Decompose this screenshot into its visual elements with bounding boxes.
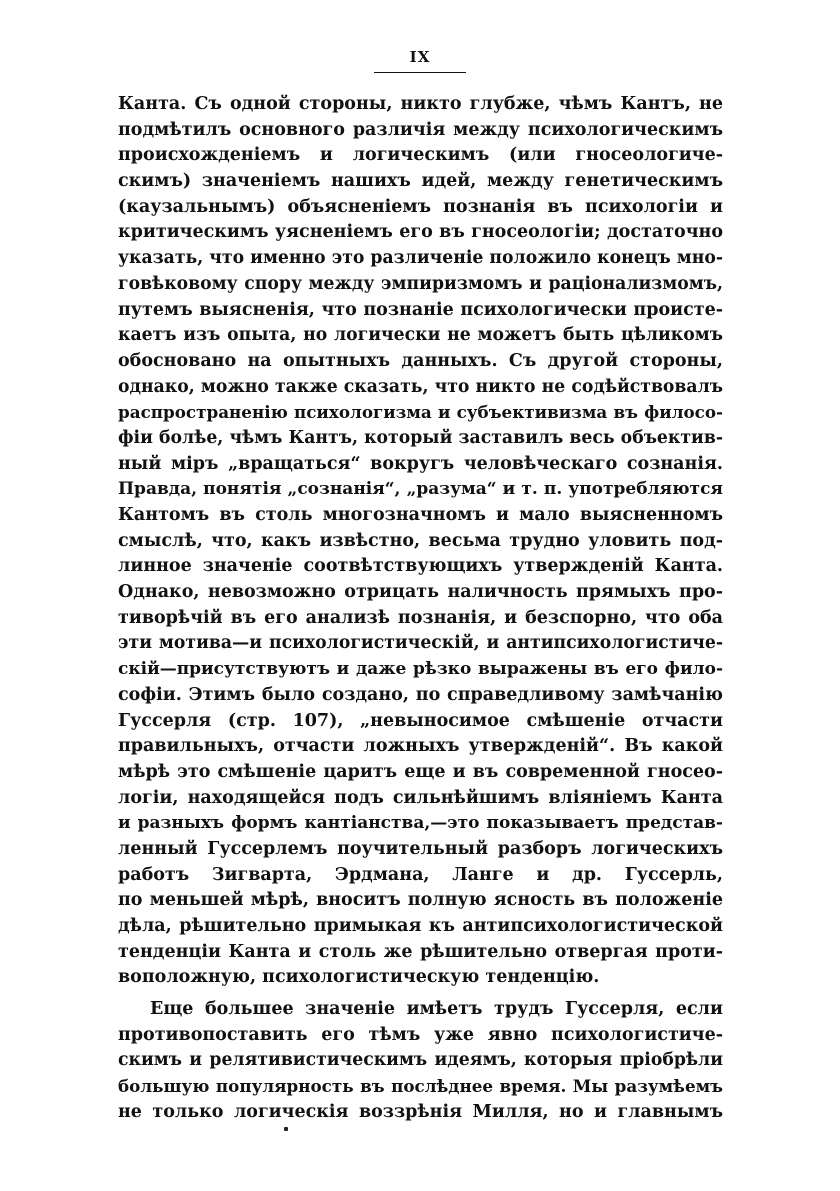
text-line: происхожденіемъ и логическимъ (или гносеологиче- [118,145,723,166]
print-speck [284,1127,288,1131]
text-line: Правда, понятія „сознанія“, „разума“ и т. п. употребляются [118,479,723,500]
text-line: говѣковому спору между эмпиризмомъ и раціонализмомъ, [118,273,723,294]
text-line: воположную, психологистическую тенденцію. [118,967,600,988]
text-line: тиворѣчій въ его анализѣ познанія, и безспорно, что оба [118,607,723,628]
text-line: мѣрѣ это смѣшеніе царитъ еще и въ современной гносео- [118,761,723,782]
text-line: путемъ выясненія, что познаніе психологически проистe- [118,299,723,320]
paragraph-1 [118,92,723,991]
text-line: ный міръ „вращаться“ вокругъ человѣческаго сознанія. [118,453,723,474]
text-line: подмѣтилъ основного различія между психологическимъ [118,119,723,140]
page-number: IX [409,48,431,66]
text-line: обосновано на опытныхъ данныхъ. Съ другой стороны, [118,350,723,371]
text-line: распространенію психологизма и субъективизма въ филосо- [118,402,723,423]
text-line: дѣла, рѣшительно примыкая къ антипсихологистической [118,916,723,936]
header-rule [374,72,466,73]
text-line: по меньшей мѣрѣ, вноситъ полную ясность въ положеніе [118,890,723,911]
text-line: каетъ изъ опыта, но логически не можетъ быть цѣликомъ [118,325,723,346]
text-line: не только логическія воззрѣнія Милля, но и главнымъ [118,1101,723,1122]
text-line: скій—присутствуютъ и даже рѣзко выражены въ его фило- [118,659,723,680]
text-line: фіи болѣе, чѣмъ Кантъ, который заставилъ весь объектив- [118,427,723,448]
text-line: указать, что именно это различеніе положило конецъ мно- [118,248,723,269]
body-text [118,92,723,1126]
text-line: работъ Зигварта, Эрдмана, Ланге и др. Гуссерль, [118,864,723,885]
text-line: скимъ и релятивистическимъ идеямъ, которыя пріобрѣли [118,1050,723,1071]
text-line: противопоставить его тѣмъ уже явно психологистиче- [118,1024,723,1045]
text-line: Гуссерля (стр. 107), „невыносимое смѣшеніе отчасти [118,710,723,731]
text-line: ленный Гуссерлемъ поучительный разборъ логическихъ [118,838,723,859]
text-line: большую популярность въ послѣднее время. Мы разумѣемъ [118,1076,723,1097]
text-line: (каузальнымъ) объясненіемъ познанія въ психологіи и [118,196,723,217]
text-line: Однако, невозможно отрицать наличность прямыхъ про- [118,582,723,603]
text-line: Канта. Съ одной стороны, никто глубже, чѣмъ Кантъ, не [118,94,723,114]
text-line: правильныхъ, отчасти ложныхъ утвержденій“. Въ какой [118,736,723,757]
text-line: тенденціи Канта и столь же рѣшительно отвергая проти- [118,941,723,962]
text-line: критическимъ уясненіемъ его въ гносеологіи; достаточно [118,222,723,243]
text-line: и разныхъ формъ кантіанства,—это показываетъ представ- [118,813,723,834]
paragraph-2 [118,997,723,1125]
text-line: софіи. Этимъ было создано, по справедливому замѣчанію [118,684,723,705]
text-line: Еще большее значеніе имѣетъ трудъ Гуссерля, если [150,999,723,1020]
text-line: скимъ) значеніемъ нашихъ идей, между генетическимъ [118,171,723,192]
text-line: смыслѣ, что, какъ извѣстно, весьма трудно уловить под- [118,530,723,551]
text-line: линное значеніе соотвѣтствующихъ утвержденій Канта. [118,556,723,577]
text-line: Кантомъ въ столь многозначномъ и мало выясненномъ [118,505,723,525]
text-line: логіи, находящейся подъ сильнѣйшимъ вліяніемъ Канта [118,787,723,808]
text-line: однако, можно также сказать, что никто не содѣйствовалъ [118,376,723,397]
text-line: эти мотива—и психологистическій, и антипсихологистиче- [118,633,723,654]
